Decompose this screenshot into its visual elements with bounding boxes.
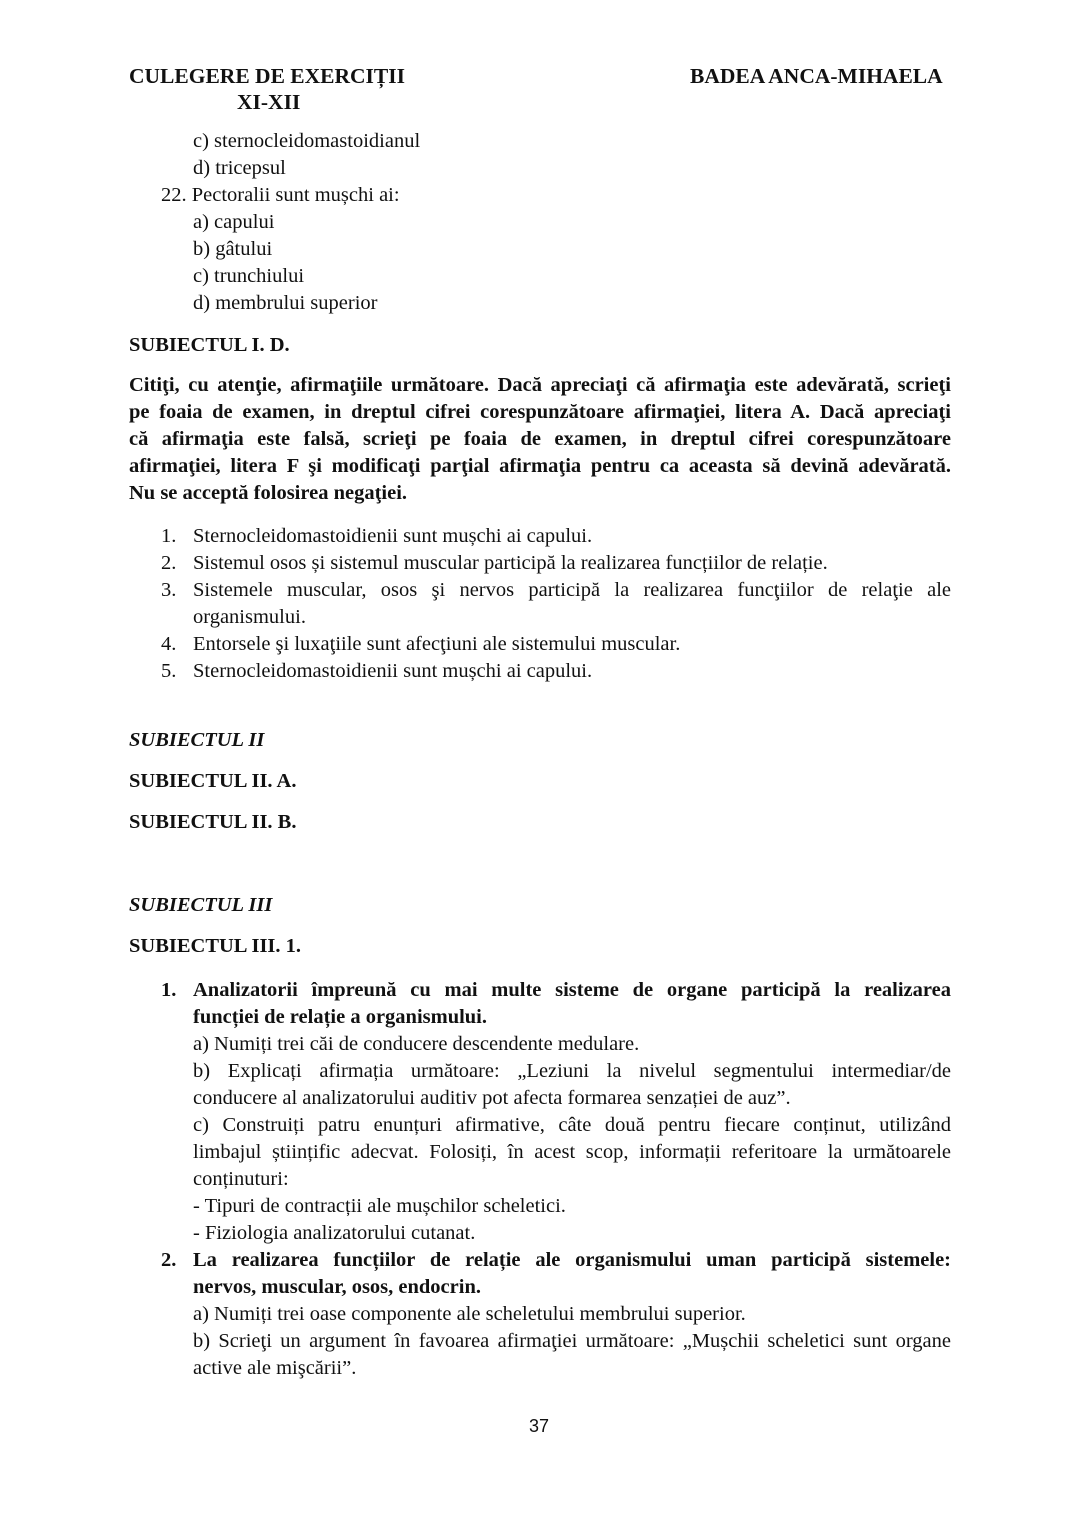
question-body-line: active ale mişcării”.: [193, 1357, 357, 1379]
statement-text: Sternocleidomastoidienii sunt mușchi ai capului.: [193, 660, 593, 682]
question-number: 2.: [161, 1249, 177, 1271]
statement-text: organismului.: [193, 606, 306, 628]
section-1d-heading: SUBIECTUL I. D.: [129, 334, 290, 356]
section-3-heading: SUBIECTUL III: [129, 894, 273, 916]
q22-option-c: c) trunchiului: [193, 265, 305, 287]
section-1d-instructions-line: că afirmaţia este falsă, scrieţi pe foaia de examen, in dreptul cifrei corespunzătoare: [129, 428, 951, 450]
page-number: 37: [529, 1416, 550, 1436]
section-1d-instructions-line: Nu se acceptă folosirea negaţiei.: [129, 482, 408, 504]
question-body-line: c) Construiți patru enunțuri afirmative, câte două pentru fiecare conținut, utilizând: [193, 1114, 951, 1136]
section-2a-heading: SUBIECTUL II. A.: [129, 770, 297, 792]
question-title: Analizatorii împreună cu mai multe sisteme de organe participă la realizarea: [193, 979, 951, 1001]
section-1d-instructions-line: afirmaţiei, litera F şi modificaţi parţial afirmaţia pentru ca aceasta să devină adevărată.: [129, 455, 951, 477]
statement-text: Sistemul osos și sistemul muscular participă la realizarea funcțiilor de relație.: [193, 552, 828, 574]
book-grade-range: XI-XII: [237, 90, 301, 114]
statement-number: 4.: [161, 633, 177, 655]
question-body-line: a) Numiți trei căi de conducere descendente medulare.: [193, 1033, 640, 1055]
q22-option-d: d) membrului superior: [193, 292, 378, 314]
statement-number: 3.: [161, 579, 177, 601]
question-title: La realizarea funcțiilor de relație ale organismului uman participă sistemele:: [193, 1249, 951, 1271]
question-body-line: b) Explicați afirmația următoare: „Leziuni la nivelul segmentului intermediar/de: [193, 1060, 951, 1082]
statement-number: 1.: [161, 525, 177, 547]
section-1d-instructions-line: pe foaia de examen, in dreptul cifrei corespunzătoare afirmaţiei, litera A. Dacă apreciaţi: [129, 401, 951, 423]
q21-option-c: c) sternocleidomastoidianul: [193, 130, 421, 152]
section-2b-heading: SUBIECTUL II. B.: [129, 811, 297, 833]
book-title: CULEGERE DE EXERCIȚII: [129, 64, 405, 88]
q22-option-b: b) gâtului: [193, 238, 273, 260]
statement-number: 2.: [161, 552, 177, 574]
statement-text: Entorsele şi luxaţiile sunt afecţiuni ale sistemului muscular.: [193, 633, 681, 655]
question-body-line: - Fiziologia analizatorului cutanat.: [193, 1222, 476, 1244]
q22-stem: 22. Pectoralii sunt mușchi ai:: [161, 184, 400, 206]
question-body-line: a) Numiți trei oase componente ale scheletului membrului superior.: [193, 1303, 746, 1325]
section-1d-instructions-line: Citiţi, cu atenţie, afirmaţiile următoare. Dacă apreciaţi că afirmaţia este adevărată, scrieţi: [129, 374, 951, 396]
question-title: nervos, muscular, osos, endocrin.: [193, 1276, 481, 1298]
question-body-line: conducere al analizatorului auditiv pot afecta formarea senzației de auz”.: [193, 1087, 791, 1109]
statement-text: Sistemele muscular, osos şi nervos participă la realizarea funcţiilor de relaţie ale: [193, 579, 951, 601]
statement-number: 5.: [161, 660, 177, 682]
question-body-line: conținuturi:: [193, 1168, 289, 1190]
question-body-line: b) Scrieţi un argument în favoarea afirmaţiei următoare: „Mușchii scheletici sunt organe: [193, 1330, 951, 1352]
question-body-line: limbajul științific adecvat. Folosiți, în acest scop, informații referitoare la următoarele: [193, 1141, 951, 1163]
statement-text: Sternocleidomastoidienii sunt mușchi ai capului.: [193, 525, 593, 547]
section-2-heading: SUBIECTUL II: [129, 729, 265, 751]
q22-option-a: a) capului: [193, 211, 275, 233]
question-number: 1.: [161, 979, 177, 1001]
question-title: funcției de relație a organismului.: [193, 1006, 488, 1028]
q21-option-d: d) tricepsul: [193, 157, 286, 179]
section-3-1-heading: SUBIECTUL III. 1.: [129, 935, 302, 957]
question-body-line: - Tipuri de contracții ale mușchilor scheletici.: [193, 1195, 566, 1217]
author-name: BADEA ANCA-MIHAELA: [690, 64, 943, 88]
